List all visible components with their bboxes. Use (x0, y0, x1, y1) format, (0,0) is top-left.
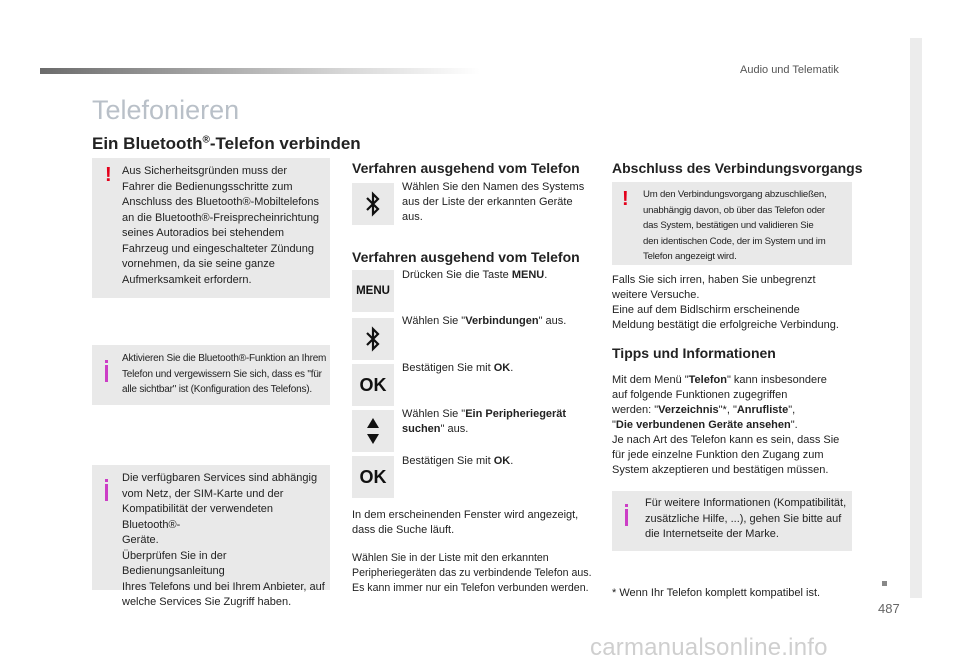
step-confirm-ok-1: Bestätigen Sie mit OK. (402, 362, 514, 374)
bluetooth-icon-box (352, 318, 394, 360)
up-down-arrows-icon (365, 416, 381, 446)
retry-paragraph: Falls Sie sich irren, haben Sie unbegrenzt weitere Versuche. Eine auf dem Bidlschirm erscheinende Meldung bestätigt die erfolgreiche Verbindung. (612, 274, 839, 331)
header-gradient-bar (40, 68, 480, 74)
services-info-box (92, 465, 330, 608)
bluetooth-icon-box (352, 183, 394, 225)
menu-button-icon-box (352, 270, 394, 312)
safety-warning-text: Aus Sicherheitsgründen muss der Fahrer die Bedienungsschritte zum Anschluss des Bluetooth®-Mobiltelefons an die Bluetooth®-Freisprecheinrichtung seines Autoradios bei stehendem Fahrzeug und eingeschalteter Zündung vornehmen, da sie seine ganze Aufmerksamkeit erfordern. (122, 165, 320, 286)
brand-info-text: Für weitere Informationen (Kompatibilität, zusätzliche Hilfe, ...), gehen Sie bitte auf die Internetseite der Marke. (645, 497, 847, 540)
ok-button-icon-box (352, 456, 394, 498)
code-warning-text: Um den Verbindungsvorgang abzuschließen, unabhängig davon, ob über das Telefon oder das System, bestätigen und validieren Sie den identischen Code, der im System und im Telefon angezeigt wird. (643, 189, 827, 262)
ok-button-icon-box (352, 364, 394, 406)
bluetooth-info-box (92, 345, 330, 405)
services-info-text: Die verfügbaren Services sind abhängig vom Netz, der SIM-Karte und der Kompatibilität der verwendeten Bluetooth®- Geräte. Überprüfen Sie in der Bedienungsanleitung Ihres Telefons und bei Ihrem Anbieter, auf welche Services Sie Zugriff haben. (122, 472, 325, 608)
safety-warning-box (92, 158, 330, 298)
watermark: carmanualsonline.info (590, 634, 828, 661)
select-device-paragraph: Wählen Sie in der Liste mit den erkannten Peripheriegeräten das zu verbindende Telefon aus. Es kann immer nur ein Telefon verbunden werden. (352, 552, 592, 594)
step-search-peripheral: Wählen Sie "Ein Peripheriegerät suchen" aus. (402, 408, 567, 435)
code-warning-box (612, 182, 852, 265)
step-select-system: Wählen Sie den Namen des Systems aus der Liste der erkannten Geräte aus. (402, 181, 585, 223)
search-window-paragraph: In dem erscheinenden Fenster wird angezeigt, dass die Suche läuft. (352, 509, 579, 536)
ok-button-icon: OK (359, 374, 387, 395)
brand-info-box (612, 491, 852, 551)
heading-tips: Tipps und Informationen (612, 345, 776, 361)
page-side-strip (910, 38, 922, 598)
info-icon (105, 365, 108, 382)
info-icon (105, 484, 108, 501)
page-number: 487 (878, 601, 900, 616)
warning-icon: ! (622, 188, 629, 210)
step-confirm-ok-2: Bestätigen Sie mit OK. (402, 455, 514, 467)
section-title: Ein Bluetooth®-Telefon verbinden (92, 134, 361, 153)
ok-button-icon: OK (359, 466, 387, 487)
header-section-title: Audio und Telematik (740, 64, 839, 76)
page-marker (882, 581, 887, 586)
heading-complete-connection: Abschluss des Verbindungsvorgangs (612, 160, 863, 176)
warning-icon: ! (105, 164, 112, 186)
bluetooth-icon (364, 326, 382, 352)
arrow-keys-icon-box (352, 410, 394, 452)
bluetooth-info-text: Aktivieren Sie die Bluetooth®-Funktion an Ihrem Telefon und vergewissern Sie sich, dass es "für alle sichtbar" ist (Konfiguration des Telefons). (122, 353, 327, 395)
step-select-connections: Wählen Sie "Verbindungen" aus. (402, 315, 567, 327)
menu-button-icon: MENU (356, 285, 390, 297)
footnote: * Wenn Ihr Telefon komplett kompatibel ist. (612, 587, 821, 599)
info-icon (625, 509, 628, 526)
heading-procedure-phone-2: Verfahren ausgehend vom Telefon (352, 249, 580, 265)
tips-paragraph: Mit dem Menü "Telefon" kann insbesondere auf folgende Funktionen zugegriffen werden: "Verzeichnis"*, "Anrufliste", "Die verbundenen Geräte ansehen". Je nach Art des Telefon kann es sein, dass Sie für jede einzelne Funktion den Zugang zum System akzeptieren und bestätigen müssen. (612, 374, 840, 476)
bluetooth-icon (364, 191, 382, 217)
step-press-menu: Drücken Sie die Taste MENU. (402, 269, 548, 281)
page-title: Telefonieren (92, 95, 240, 125)
heading-procedure-phone-1: Verfahren ausgehend vom Telefon (352, 160, 580, 176)
